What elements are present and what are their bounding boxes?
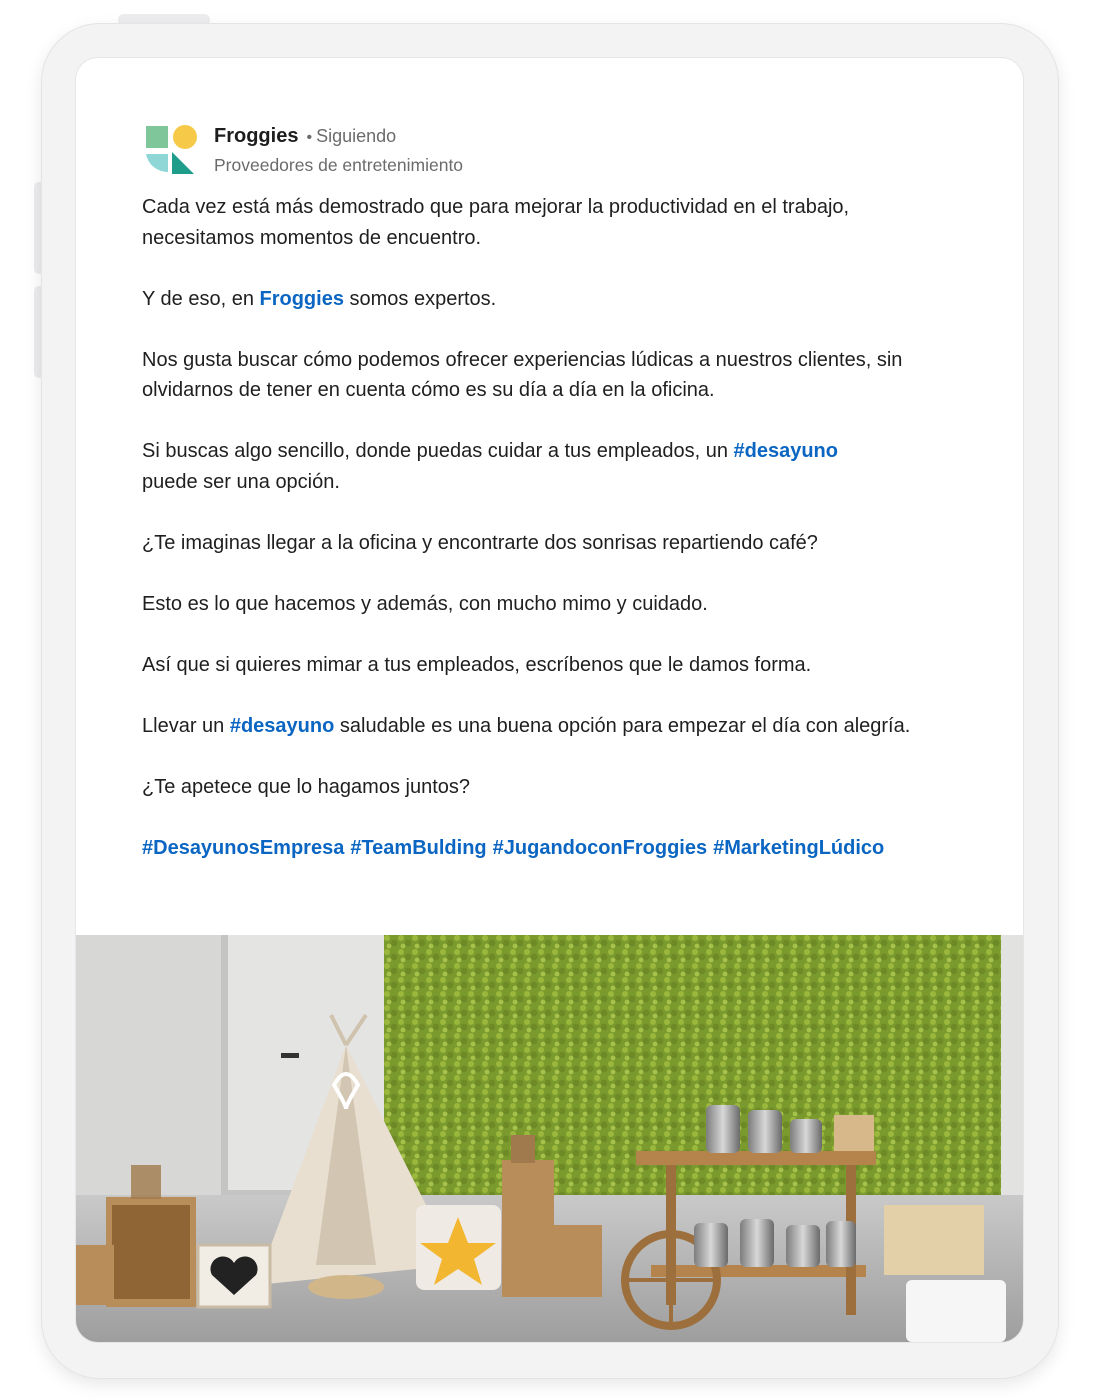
post-card (76, 58, 1023, 1342)
breakfast-setup-illustration (76, 935, 1023, 1342)
paragraph-2 (142, 284, 962, 315)
paragraph-8-text-a: Llevar un (142, 714, 230, 737)
author-subtitle: Proveedores de entretenimiento (214, 155, 464, 175)
hashtag-team-bulding[interactable]: #TeamBulding (350, 836, 487, 859)
paragraph-5: ¿Te imaginas llegar a la oficina y encontrarte dos sonrisas repartiendo café? (142, 531, 818, 554)
follow-status[interactable]: Siguiendo (316, 126, 397, 146)
author-block (214, 124, 463, 176)
paragraph-2-text-a: Y de eso, en (142, 287, 260, 310)
paragraph-8-text-b: saludable es una buena opción para empezar el día con alegría. (334, 714, 911, 737)
post-image[interactable] (76, 935, 1023, 1342)
hashtag-jugando-con-froggies[interactable]: #JugandoconFroggies (492, 836, 708, 859)
separator-dot: • (306, 129, 313, 146)
paragraph-4-text-b: puede ser una opción. (142, 470, 340, 493)
post-body (142, 192, 962, 894)
paragraph-8 (142, 711, 962, 742)
hashtag-desayuno-link[interactable]: #desayuno (733, 440, 838, 462)
hashtag-desayunos-empresa[interactable]: #DesayunosEmpresa (142, 836, 345, 859)
paragraph-3: Nos gusta buscar cómo podemos ofrecer experiencias lúdicas a nuestros clientes, sin olvidarnos de tener en cuenta cómo es su día a día en la oficina. (142, 348, 903, 401)
author-name[interactable]: Froggies (214, 125, 299, 147)
tablet-frame (42, 24, 1058, 1378)
paragraph-6: Esto es lo que hacemos y además, con mucho mimo y cuidado. (142, 592, 708, 615)
paragraph-4 (142, 436, 962, 497)
paragraph-2-text-b: somos expertos. (343, 287, 497, 310)
hashtag-marketing-ludico[interactable]: #MarketingLúdico (713, 836, 885, 859)
paragraph-9: ¿Te apetece que lo hagamos juntos? (142, 775, 470, 798)
hashtag-list (142, 833, 962, 864)
paragraph-1: Cada vez está más demostrado que para mejorar la productividad en el trabajo, necesitamos momentos de encuentro. (142, 196, 850, 249)
froggies-logo-icon[interactable] (142, 122, 198, 178)
froggies-mention-link[interactable]: Froggies (259, 287, 344, 310)
hashtag-desayuno-link-2[interactable]: #desayuno (229, 714, 335, 737)
paragraph-7: Así que si quieres mimar a tus empleados, escríbenos que le damos forma. (142, 653, 812, 676)
paragraph-4-text-a: Si buscas algo sencillo, donde puedas cuidar a tus empleados, un (142, 440, 734, 462)
post-header (142, 122, 942, 182)
